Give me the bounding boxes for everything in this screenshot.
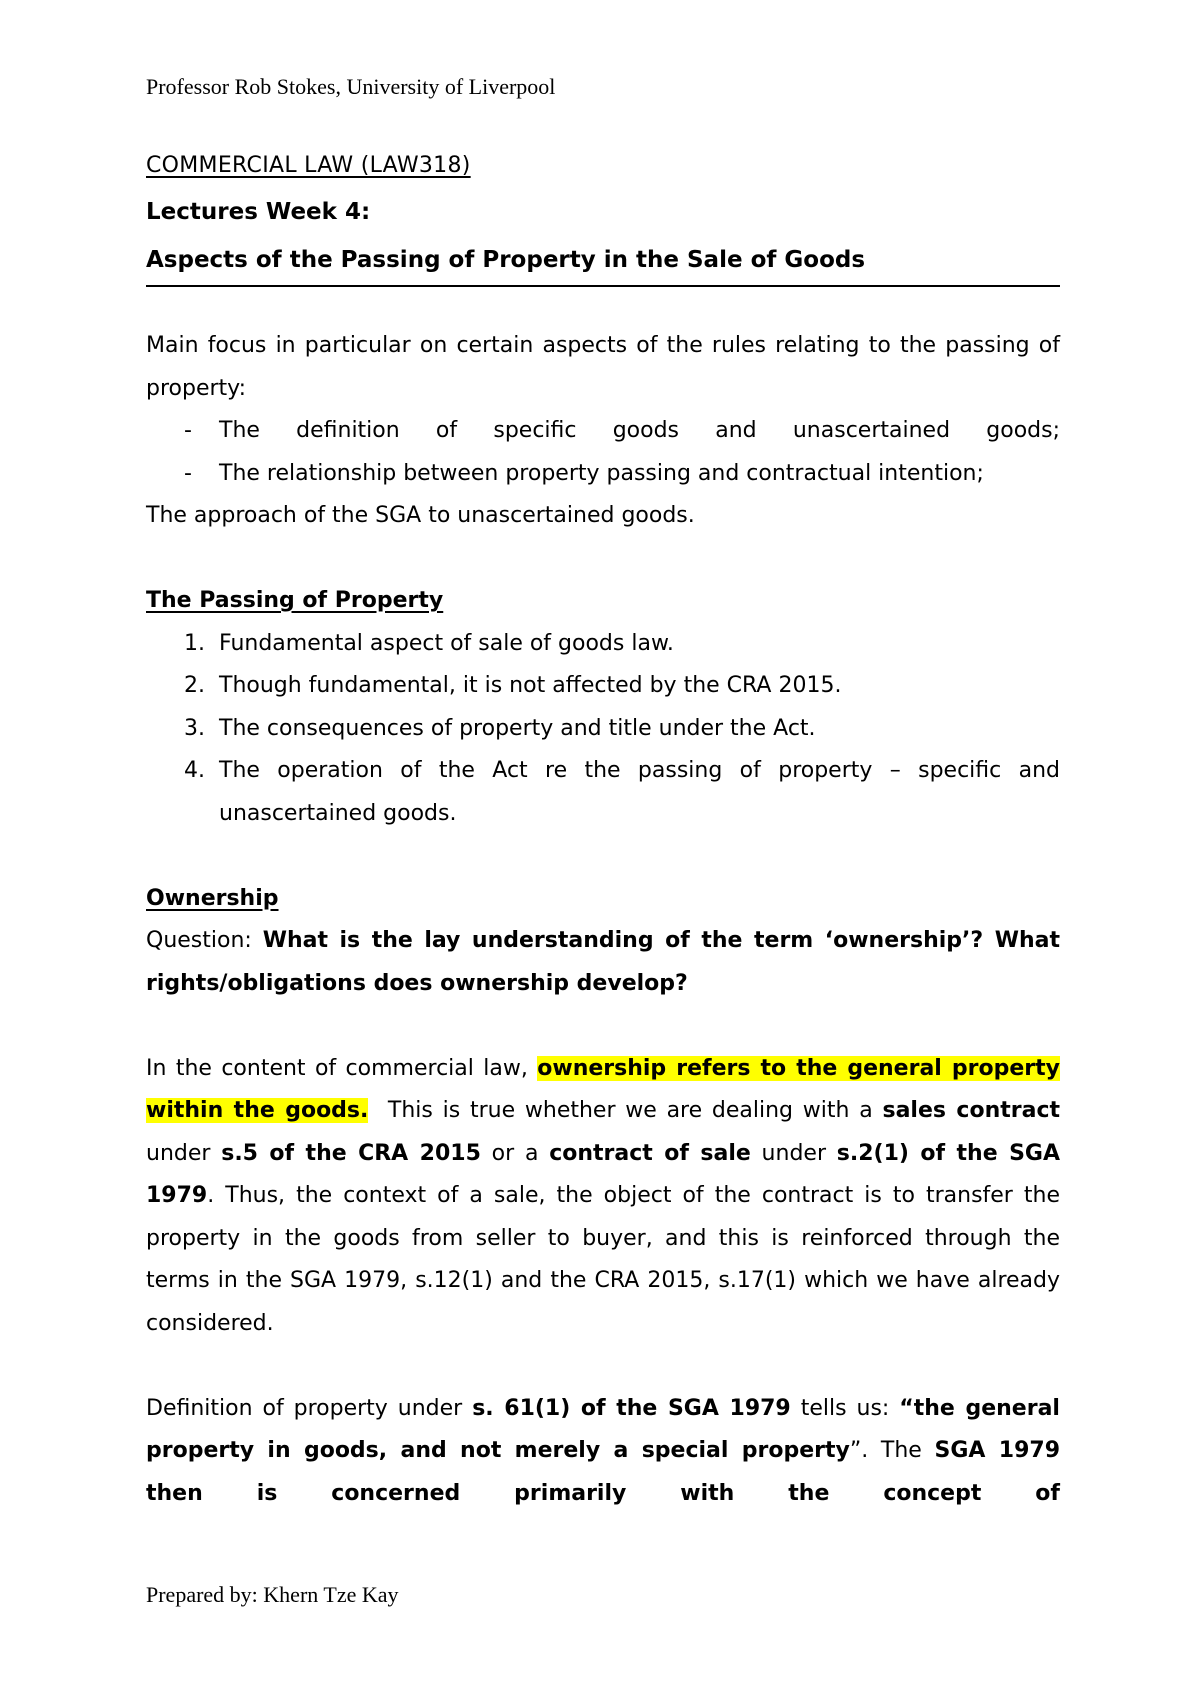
list-item-text: Fundamental aspect of sale of goods law. bbox=[219, 630, 674, 656]
highlighted-text: ownership refers to the general property within the goods. bbox=[146, 1055, 1060, 1123]
list-item-text: The definition of specific goods and unascertained goods; bbox=[219, 418, 1060, 443]
lecture-topic: Aspects of the Passing of Property in the Sale of Goods bbox=[146, 237, 1060, 287]
bold-text: contract of sale bbox=[549, 1140, 751, 1166]
text-run: The bbox=[868, 1438, 935, 1463]
question-text: What is the lay understanding of the term ‘ownership’? What rights/obligations does ownership develop? bbox=[146, 928, 1060, 996]
ownership-paragraph-1 bbox=[146, 1048, 1060, 1346]
text-run: tells us: bbox=[790, 1395, 900, 1421]
course-title: COMMERCIAL LAW (LAW318) bbox=[146, 153, 471, 178]
text-run: . Thus, the context of a sale, the object of the contract is to transfer the property in the goods from seller to buyer, and this is reinforced through the terms in the SGA 1979, s.12(1) and the CRA 2015, s.17(1) which we have already considered. bbox=[146, 1183, 1060, 1336]
intro-bullet-list bbox=[146, 410, 1060, 495]
list-item bbox=[146, 708, 1060, 751]
text-run: Definition of property under bbox=[146, 1395, 473, 1421]
passing-numbered-list bbox=[146, 623, 1060, 836]
list-number: 4. bbox=[184, 758, 205, 783]
bullet-marker: - bbox=[184, 460, 192, 486]
text-run: or a bbox=[480, 1140, 550, 1166]
section-heading-ownership: Ownership bbox=[146, 885, 279, 911]
document-body bbox=[146, 145, 1060, 1515]
section-heading-passing: The Passing of Property bbox=[146, 588, 444, 613]
list-item bbox=[146, 750, 1060, 835]
bold-text: s. 61(1) of the SGA 1979 bbox=[472, 1395, 791, 1421]
list-item bbox=[146, 623, 1060, 666]
bold-text: s.5 of the CRA 2015 bbox=[221, 1140, 481, 1166]
list-item-text: The operation of the Act re the passing of property – specific and unascertained goods. bbox=[219, 758, 1060, 826]
intro-paragraph: Main focus in particular on certain aspects of the rules relating to the passing of property: bbox=[146, 333, 1060, 401]
list-item bbox=[146, 665, 1060, 708]
bold-text: sales contract bbox=[882, 1098, 1060, 1123]
list-number: 2. bbox=[184, 673, 205, 698]
text-run: ”. bbox=[849, 1438, 869, 1463]
intro-after-text: The approach of the SGA to unascertained goods. bbox=[146, 503, 695, 528]
bold-text: s.2(1) of the SGA 1979 bbox=[146, 1140, 1061, 1208]
ownership-question bbox=[146, 920, 1060, 1005]
list-number: 3. bbox=[184, 715, 205, 741]
bold-text: “the general property in goods, and not merely a special property bbox=[146, 1395, 1060, 1463]
list-item-text: Though fundamental, it is not affected by the CRA 2015. bbox=[219, 673, 842, 698]
bold-text: SGA 1979 then is concerned primarily with the concept of bbox=[146, 1438, 1061, 1506]
text-run: under bbox=[750, 1140, 837, 1166]
text-run: under bbox=[146, 1140, 222, 1166]
question-label: Question: bbox=[146, 928, 263, 953]
list-item bbox=[146, 410, 1060, 453]
list-item-text: The consequences of property and title under the Act. bbox=[219, 715, 816, 741]
ownership-paragraph-2 bbox=[146, 1388, 1060, 1516]
list-item bbox=[146, 453, 1060, 496]
page-header: Professor Rob Stokes, University of Liverpool bbox=[146, 74, 556, 99]
list-number: 1. bbox=[184, 630, 205, 656]
bullet-marker: - bbox=[184, 418, 192, 443]
page-footer: Prepared by: Khern Tze Kay bbox=[146, 1582, 399, 1607]
text-run: This is true whether we are dealing with a bbox=[368, 1098, 883, 1123]
list-item-text: The relationship between property passing and contractual intention; bbox=[219, 460, 984, 486]
text-run: In the content of commercial law, bbox=[146, 1055, 538, 1081]
lecture-week: Lectures Week 4: bbox=[146, 199, 371, 225]
